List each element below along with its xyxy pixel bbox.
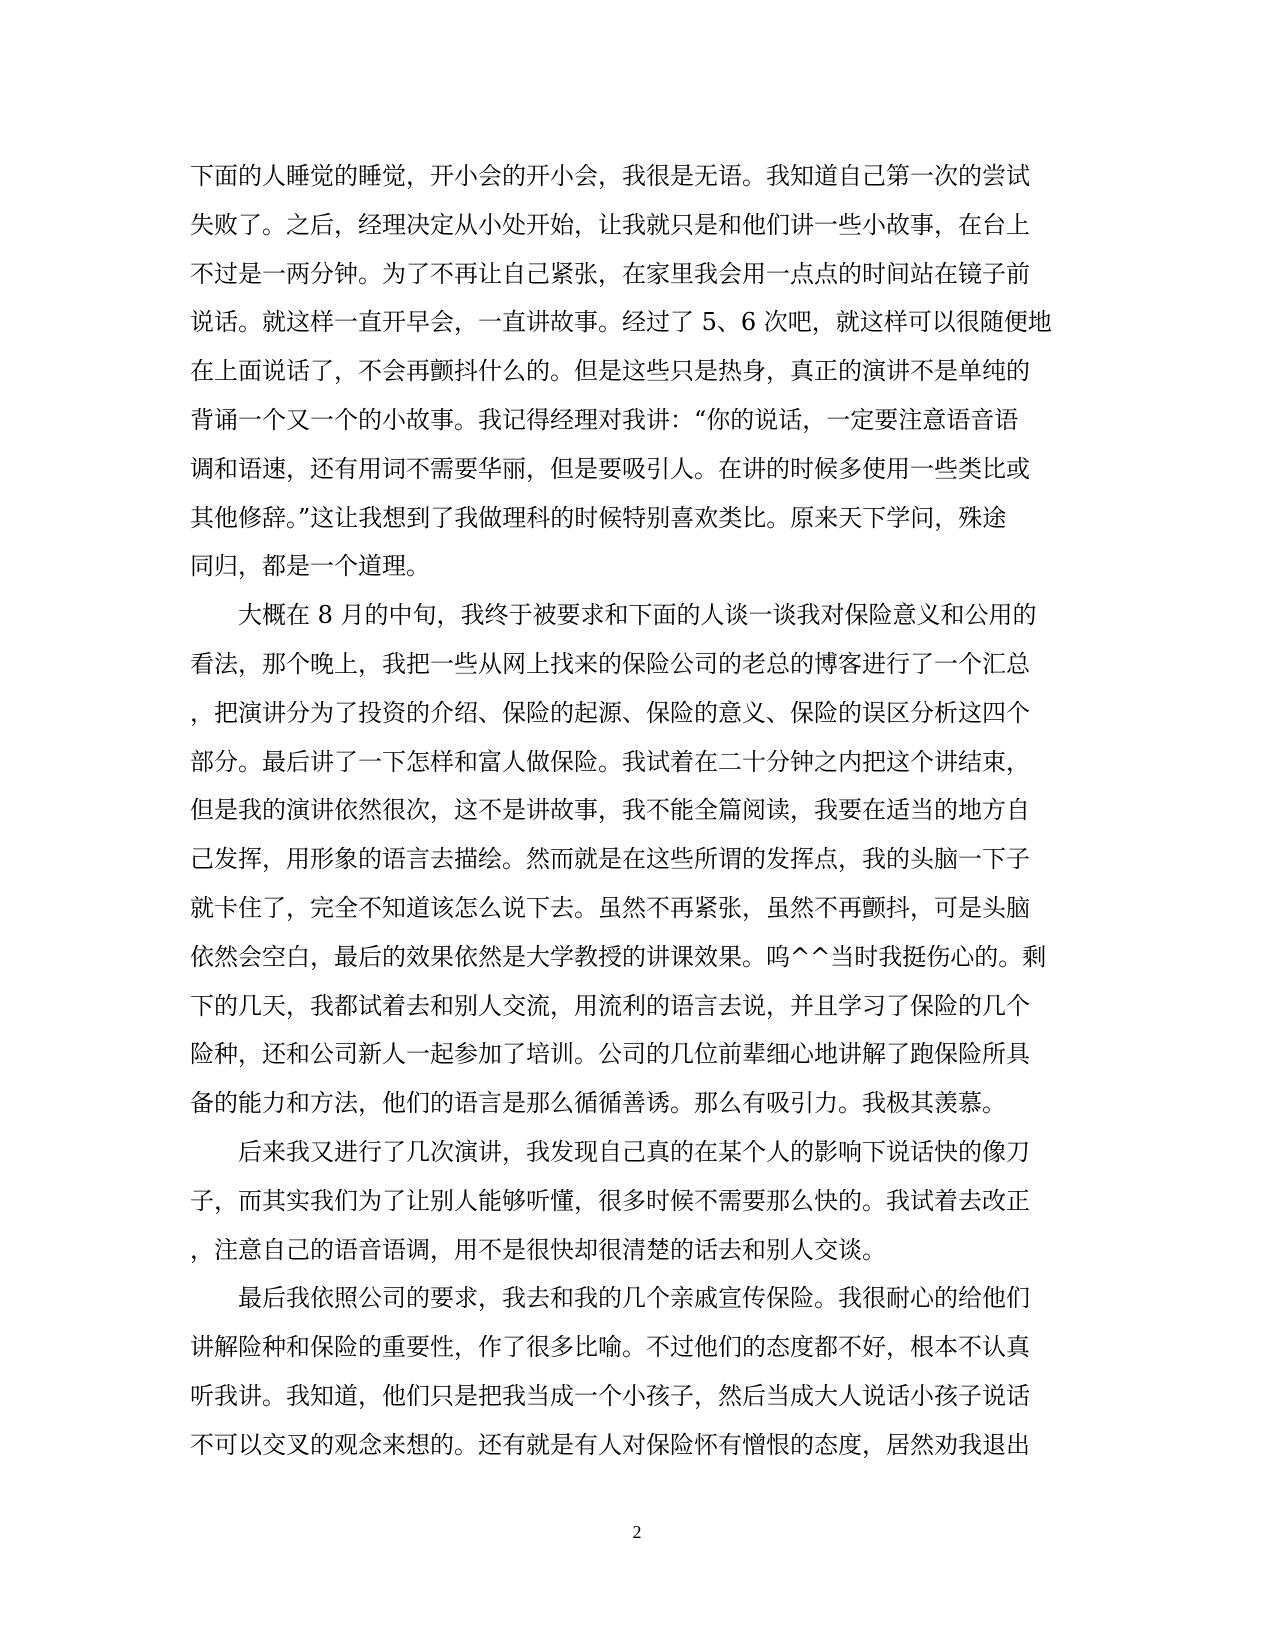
text-line: ，注意自己的语音语调，用不是很快却很清楚的话去和别人交谈。: [190, 1235, 886, 1264]
text-line: 备的能力和方法，他们的语言是那么循循善诱。那么有吸引力。我极其羡慕。: [190, 1089, 1006, 1118]
text-line: 下的几天，我都试着去和别人交流，用流利的语言去说，并且学习了保险的几个: [190, 991, 1030, 1020]
text-line: 听我讲。我知道，他们只是把我当成一个小孩子，然后当成大人说话小孩子说话: [190, 1381, 1030, 1410]
text-line: 己发挥，用形象的语言去描绘。然而就是在这些所谓的发挥点，我的头脑一下子: [190, 845, 1030, 874]
body-text: [190, 152, 1070, 1470]
text-line: 不过是一两分钟。为了不再让自己紧张，在家里我会用一点点的时间站在镜子前: [190, 259, 1030, 288]
text-line: 其他修辞。”这让我想到了我做理科的时候特别喜欢类比。原来天下学问，殊途: [190, 503, 1007, 532]
text-line: 险种，还和公司新人一起参加了培训。公司的几位前辈细心地讲解了跑保险所具: [190, 1040, 1030, 1069]
text-line: 但是我的演讲依然很次，这不是讲故事，我不能全篇阅读，我要在适当的地方自: [190, 796, 1030, 825]
text-line: ，把演讲分为了投资的介绍、保险的起源、保险的意义、保险的误区分析这四个: [190, 698, 1030, 727]
text-line: 不可以交叉的观念来想的。还有就是有人对保险怀有憎恨的态度，居然劝我退出: [190, 1430, 1030, 1459]
text-line: 看法，那个晚上，我把一些从网上找来的保险公司的老总的博客进行了一个汇总: [190, 649, 1030, 678]
text-line: 部分。最后讲了一下怎样和富人做保险。我试着在二十分钟之内把这个讲结束，: [190, 747, 1030, 776]
text-line: 最后我依照公司的要求，我去和我的几个亲戚宣传保险。我很耐心的给他们: [238, 1284, 1030, 1313]
text-line: 失败了。之后，经理决定从小处开始，让我就只是和他们讲一些小故事，在台上: [190, 210, 1030, 239]
text-line: 下面的人睡觉的睡觉，开小会的开小会，我很是无语。我知道自己第一次的尝试: [190, 162, 1030, 190]
text-line: 同归，都是一个道理。: [190, 552, 430, 581]
text-line: 背诵一个又一个的小故事。我记得经理对我讲：“你的说话，一定要注意语音语: [190, 405, 1019, 434]
text-line: 讲解险种和保险的重要性，作了很多比喻。不过他们的态度都不好，根本不认真: [190, 1333, 1030, 1362]
text-line: 就卡住了，完全不知道该怎么说下去。虽然不再紧张，虽然不再颤抖，可是头脑: [190, 893, 1030, 922]
text-line: 后来我又进行了几次演讲，我发现自己真的在某个人的影响下说话快的像刀: [238, 1137, 1030, 1166]
text-line: 调和语速，还有用词不需要华丽，但是要吸引人。在讲的时候多使用一些类比或: [190, 454, 1030, 483]
text-line: 说话。就这样一直开早会，一直讲故事。经过了 5、6 次吧，就这样可以很随便地: [190, 308, 1052, 337]
text-line: 依然会空白，最后的效果依然是大学教授的讲课效果。呜^^当时我挺伤心的。剩: [190, 942, 1047, 971]
page-number: 2: [632, 1522, 642, 1542]
text-line: 大概在 8 月的中旬，我终于被要求和下面的人谈一谈我对保险意义和公用的: [238, 601, 1037, 630]
text-line: 子，而其实我们为了让别人能够听懂，很多时候不需要那么快的。我试着去改正: [190, 1186, 1030, 1215]
text-line: 在上面说话了，不会再颤抖什么的。但是这些只是热身，真正的演讲不是单纯的: [190, 357, 1030, 386]
